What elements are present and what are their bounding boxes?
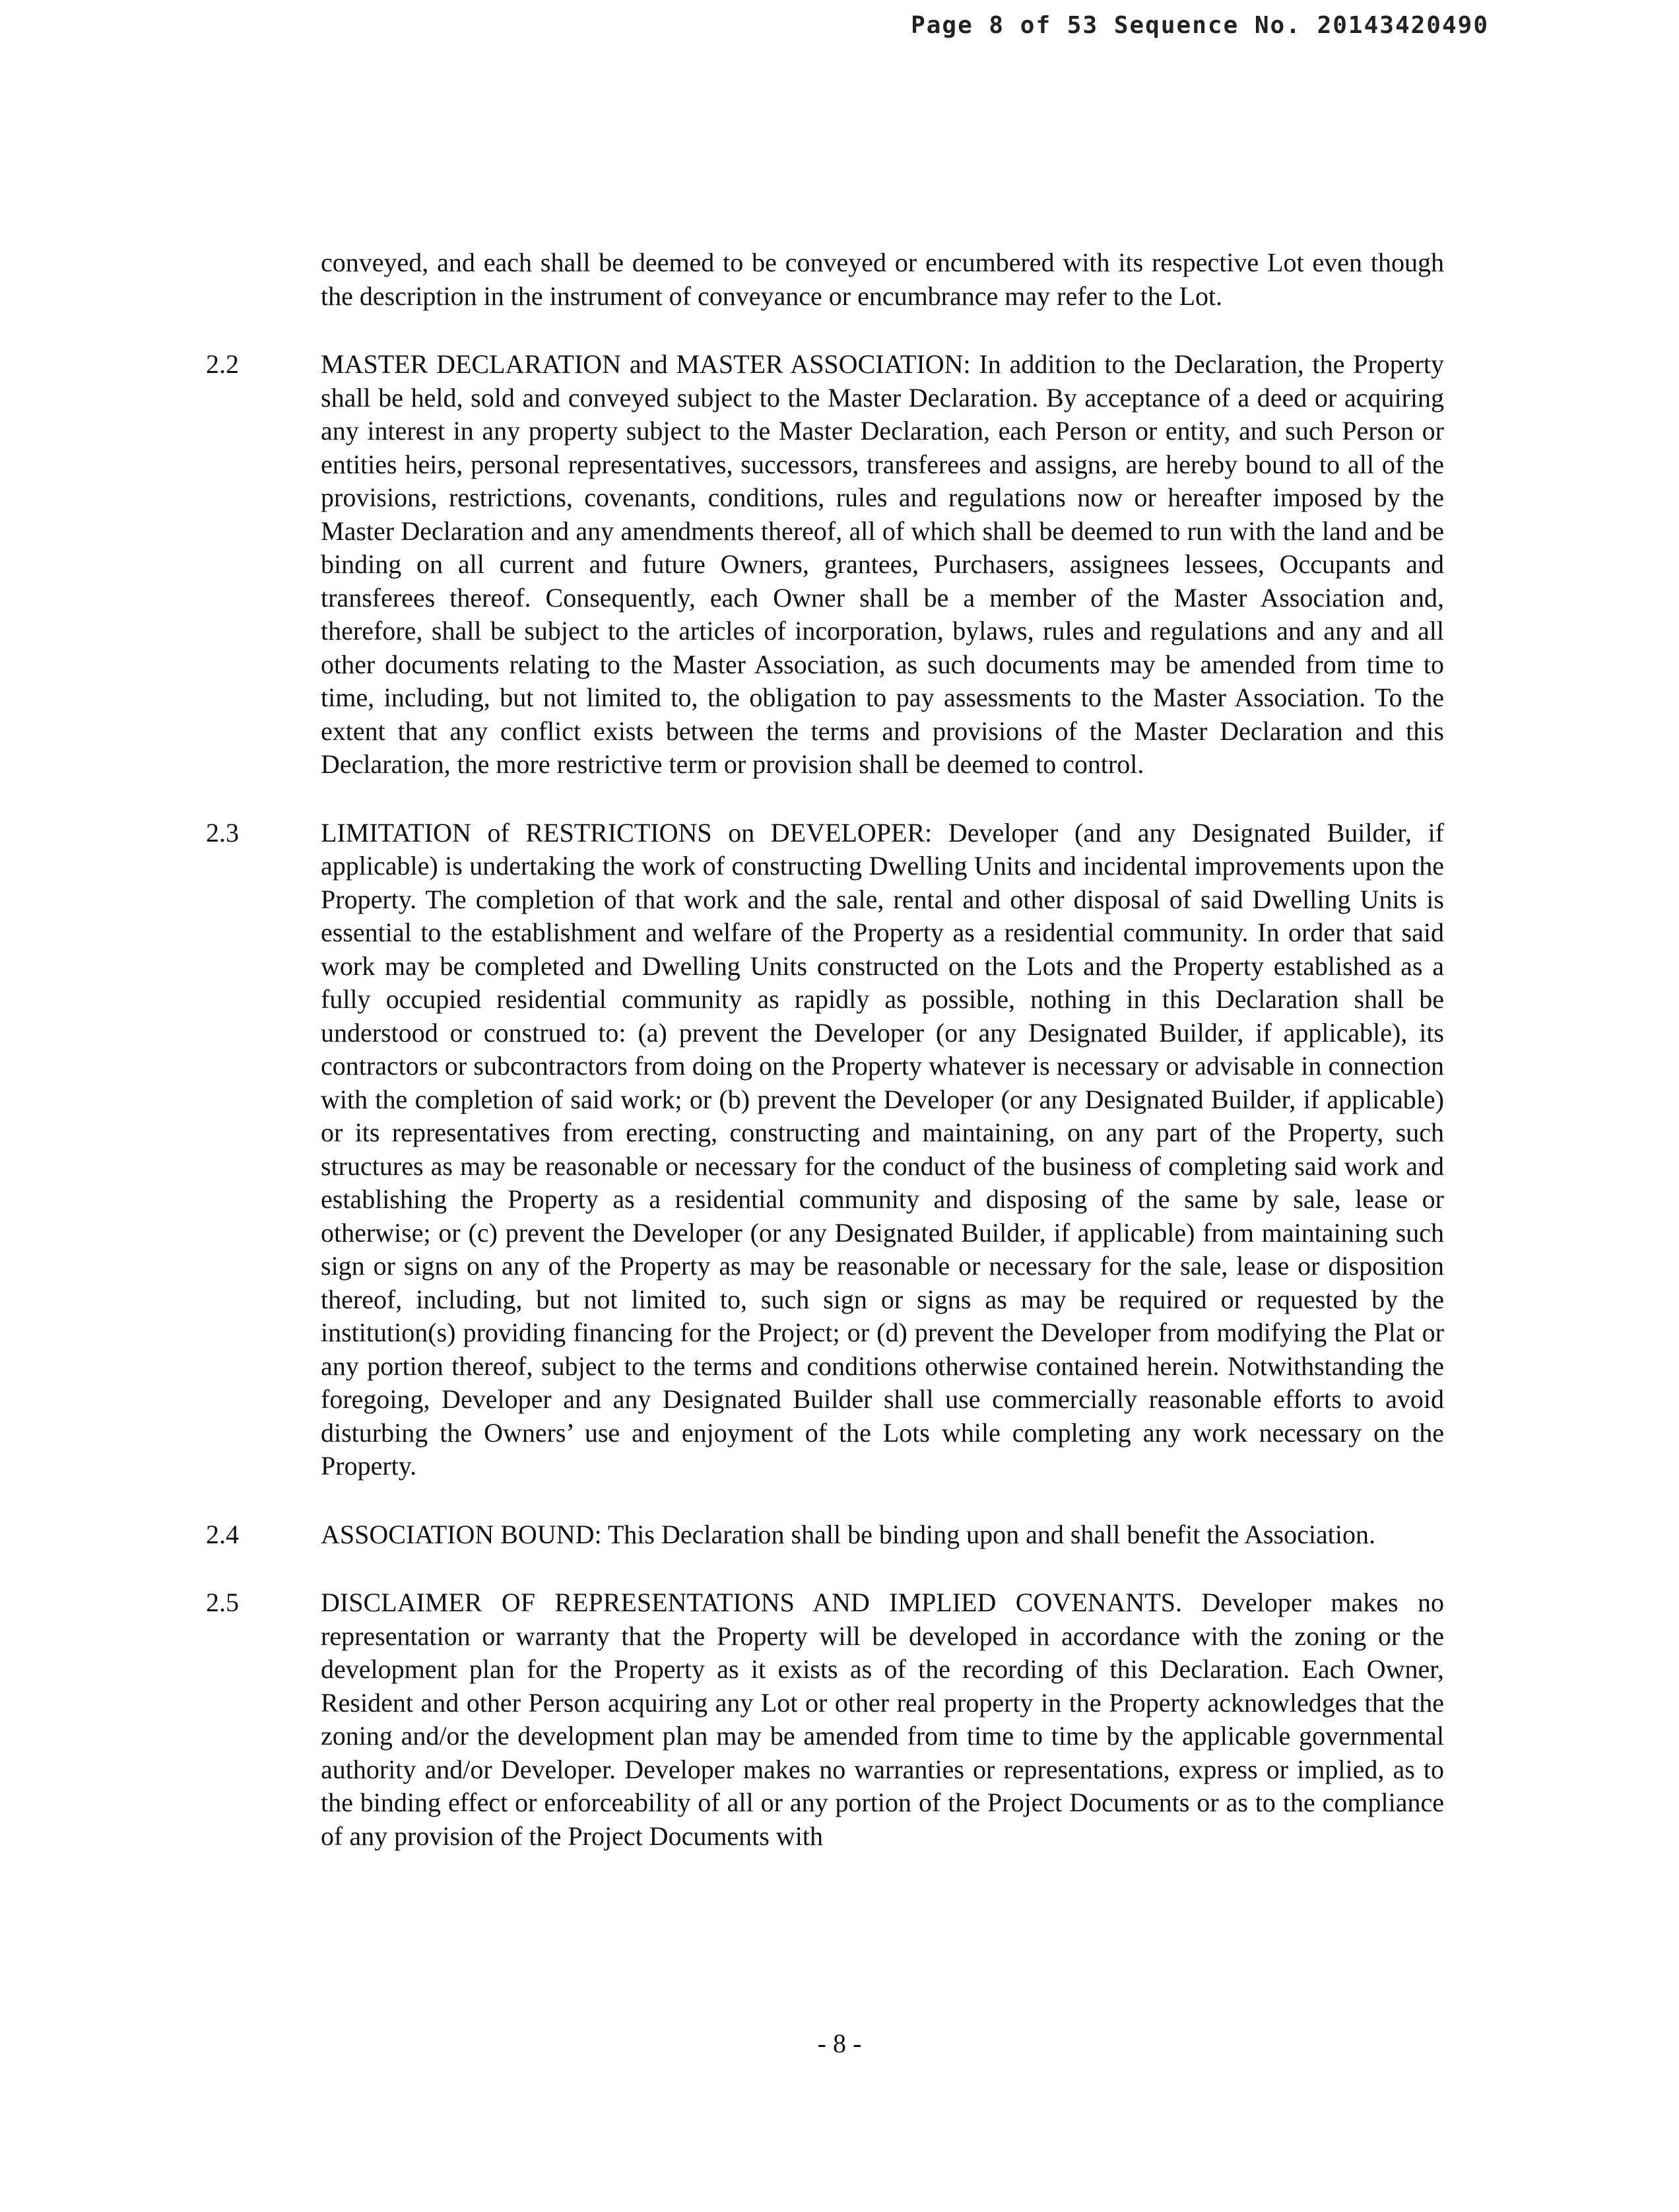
section-number: 2.5 (206, 1588, 239, 1617)
section-number: 2.4 (206, 1519, 239, 1549)
section-2-5 (206, 1586, 1444, 1853)
section-text: MASTER DECLARATION and MASTER ASSOCIATION: In addition to the Declaration, the Property shall be held, sold and conveyed subject to the Master Declaration. By acceptance of a deed or acquiring any interest in any property subject to the Master Declaration, each Person or entity, and such Person or entities heirs, personal representatives, successors, transferees and assigns, are hereby bound to all of the provisions, restrictions, covenants, conditions, rules and regulations now or hereafter imposed by the Master Declaration and any amendments thereof, all of which shall be deemed to run with the land and be binding on all current and future Owners, grantees, Purchasers, assignees lessees, Occupants and transferees thereof. Consequently, each Owner shall be a member of the Master Association and, therefore, shall be subject to the articles of incorporation, bylaws, rules and regulations and any and all other documents relating to the Master Association, as such documents may be amended from time to time, including, but not limited to, the obligation to pay assessments to the Master Association. To the extent that any conflict exists between the terms and provisions of the Master Declaration and this Declaration, the more restrictive term or provision shall be deemed to control. (321, 349, 1444, 779)
section-2-4 (206, 1518, 1444, 1552)
section-text: LIMITATION of RESTRICTIONS on DEVELOPER: Developer (and any Designated Builder, if applicable) is undertaking the work of constructing Dwelling Units and incidental improvements upon the Property. The completion of that work and the sale, rental and other disposal of said Dwelling Units is essential to the establishment and welfare of the Property as a residential community. In order that said work may be completed and Dwelling Units constructed on the Lots and the Property established as a fully occupied residential community as rapidly as possible, nothing in this Declaration shall be understood or construed to: (a) prevent the Developer (or any Designated Builder, if applicable), its contractors or subcontractors from doing on the Property whatever is necessary or advisable in connection with the completion of said work; or (b) prevent the Developer (or any Designated Builder, if applicable) or its representatives from erecting, constructing and maintaining, on any part of the Property, such structures as may be reasonable or necessary for the conduct of the business of completing said work and establishing the Property as a residential community and disposing of the same by sale, lease or otherwise; or (c) prevent the Developer (or any Designated Builder, if applicable) from maintaining such sign or signs on any of the Property as may be reasonable or necessary for the sale, lease or disposition thereof, including, but not limited to, such sign or signs as may be required or requested by the institution(s) providing financing for the Project; or (d) prevent the Developer from modifying the Plat or any portion thereof, subject to the terms and conditions otherwise contained herein. Notwithstanding the foregoing, Developer and any Designated Builder shall use commercially reasonable efforts to avoid disturbing the Owners’ use and enjoyment of the Lots while completing any work necessary on the Property. (321, 817, 1444, 1481)
section-2-3 (206, 817, 1444, 1483)
section-text: DISCLAIMER OF REPRESENTATIONS AND IMPLIED COVENANTS. Developer makes no representation or warranty that the Property will be developed in accordance with the zoning or the development plan for the Property as it exists as of the recording of this Declaration. Each Owner, Resident and other Person acquiring any Lot or other real property in the Property acknowledges that the zoning and/or the development plan may be amended from time to time by the applicable governmental authority and/or Developer. Developer makes no warranties or representations, express or implied, as to the binding effect or enforceability of all or any portion of the Project Documents or as to the compliance of any provision of the Project Documents with (321, 1588, 1444, 1851)
page-sequence-header: Page 8 of 53 Sequence No. 20143420490 (911, 12, 1489, 39)
section-text: ASSOCIATION BOUND: This Declaration shall be binding upon and shall benefit the Association. (321, 1519, 1375, 1549)
intro-paragraph: conveyed, and each shall be deemed to be conveyed or encumbered with its respective Lot even though the description in the instrument of conveyance or encumbrance may refer to the Lot. (321, 248, 1444, 311)
section-number: 2.3 (206, 817, 239, 848)
page-number-footer: - 8 - (817, 2028, 862, 2058)
document-body (206, 246, 1444, 1888)
section-2-2 (206, 348, 1444, 782)
section-number: 2.2 (206, 349, 239, 379)
